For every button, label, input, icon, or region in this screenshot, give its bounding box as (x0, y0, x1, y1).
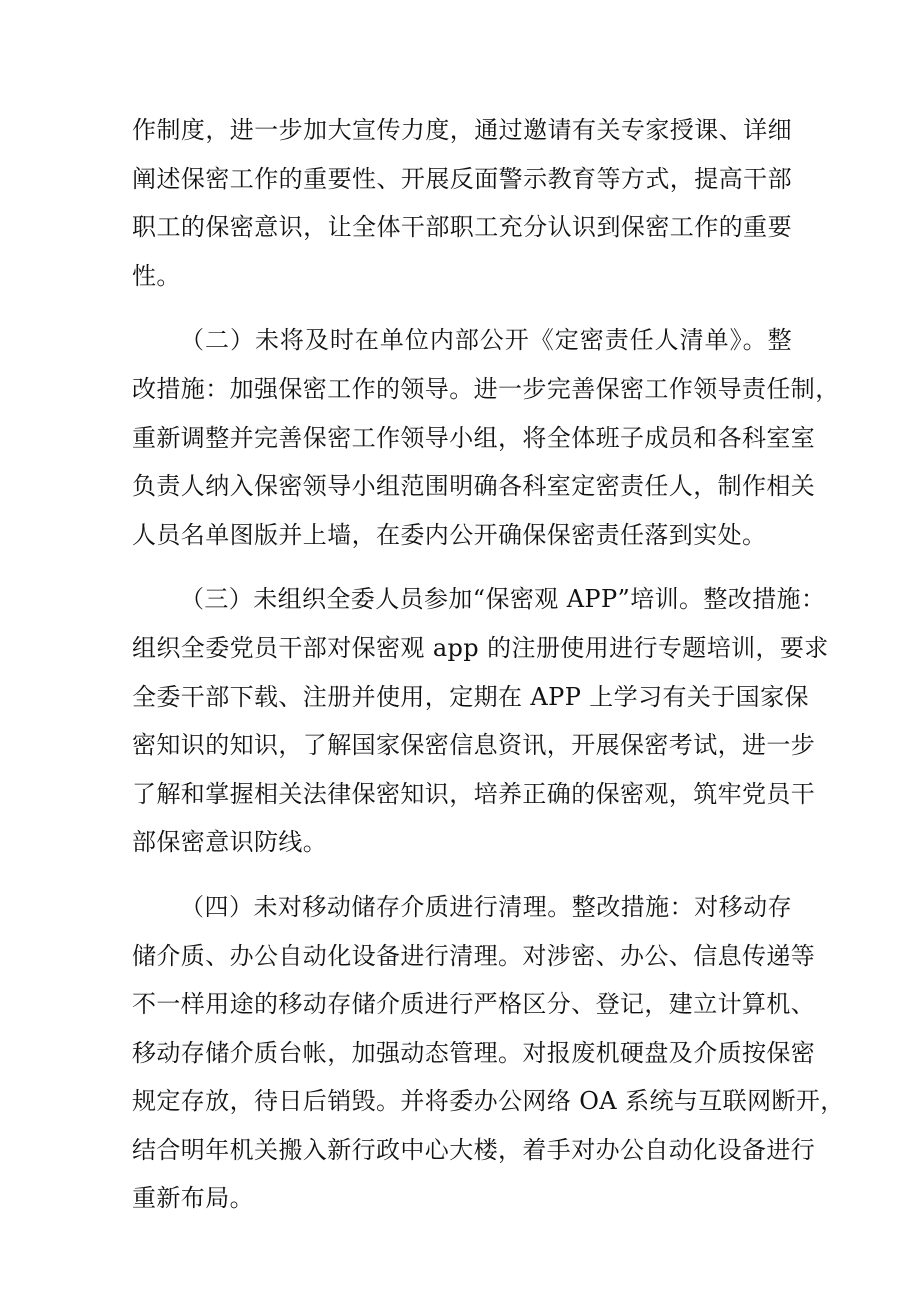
text-line: 阐述保密工作的重要性、开展反面警示教育等方式，提高干部 (132, 164, 792, 193)
text-line: 作制度，进一步加大宣传力度，通过邀请有关专家授课、详细 (132, 116, 792, 144)
text-line: 全委干部下载、注册并使用，定期在 APP 上学习有关于国家保 (132, 682, 809, 711)
text-line: 结合明年机关搬入新行政中心大楼，着手对办公自动化设备进行 (132, 1135, 816, 1164)
text-line: （四）未对移动储存介质进行清理。整改措施：对移动存 (180, 892, 792, 921)
text-line: 规定存放，待日后销毁。并将委办公网络 OA 系统与互联网断开， (132, 1087, 845, 1116)
paragraph-item-3 (132, 575, 829, 867)
text-line: 部保密意识防线。 (132, 828, 328, 857)
text-line: 密知识的知识，了解国家保密信息资讯，开展保密考试，进一步 (132, 731, 816, 760)
text-line: 组织全委党员干部对保密观 app 的注册使用进行专题培训，要求 (132, 633, 829, 662)
paragraph-item-2 (132, 316, 840, 559)
text-line: 负责人纳入保密领导小组范围明确各科室定密责任人，制作相关 (132, 472, 816, 501)
text-line: 性。 (132, 261, 181, 290)
text-line: 储介质、办公自动化设备进行清理。对涉密、办公、信息传递等 (132, 941, 816, 970)
paragraph-item-4 (132, 883, 845, 1223)
text-line: 重新调整并完善保密工作领导小组，将全体班子成员和各科室室 (132, 423, 816, 452)
document-body (132, 106, 845, 1223)
text-line: 了解和掌握相关法律保密知识，培养正确的保密观，筑牢党员干 (132, 779, 816, 808)
text-line: （三）未组织全委人员参加“保密观 APP”培训。整改措施： (180, 585, 826, 614)
text-line: 不一样用途的移动存储介质进行严格区分、登记，建立计算机、 (132, 990, 816, 1019)
text-line: 职工的保密意识，让全体干部职工充分认识到保密工作的重要 (132, 213, 792, 242)
text-line: （二）未将及时在单位内部公开《定密责任人清单》。整 (180, 326, 792, 355)
text-line: 重新布局。 (132, 1184, 254, 1213)
paragraph-continuation (132, 106, 792, 300)
text-line: 人员名单图版并上墙，在委内公开确保保密责任落到实处。 (132, 520, 767, 549)
text-line: 改措施：加强保密工作的领导。进一步完善保密工作领导责任制， (132, 374, 840, 403)
text-line: 移动存储介质台帐，加强动态管理。对报废机硬盘及介质按保密 (132, 1038, 816, 1067)
